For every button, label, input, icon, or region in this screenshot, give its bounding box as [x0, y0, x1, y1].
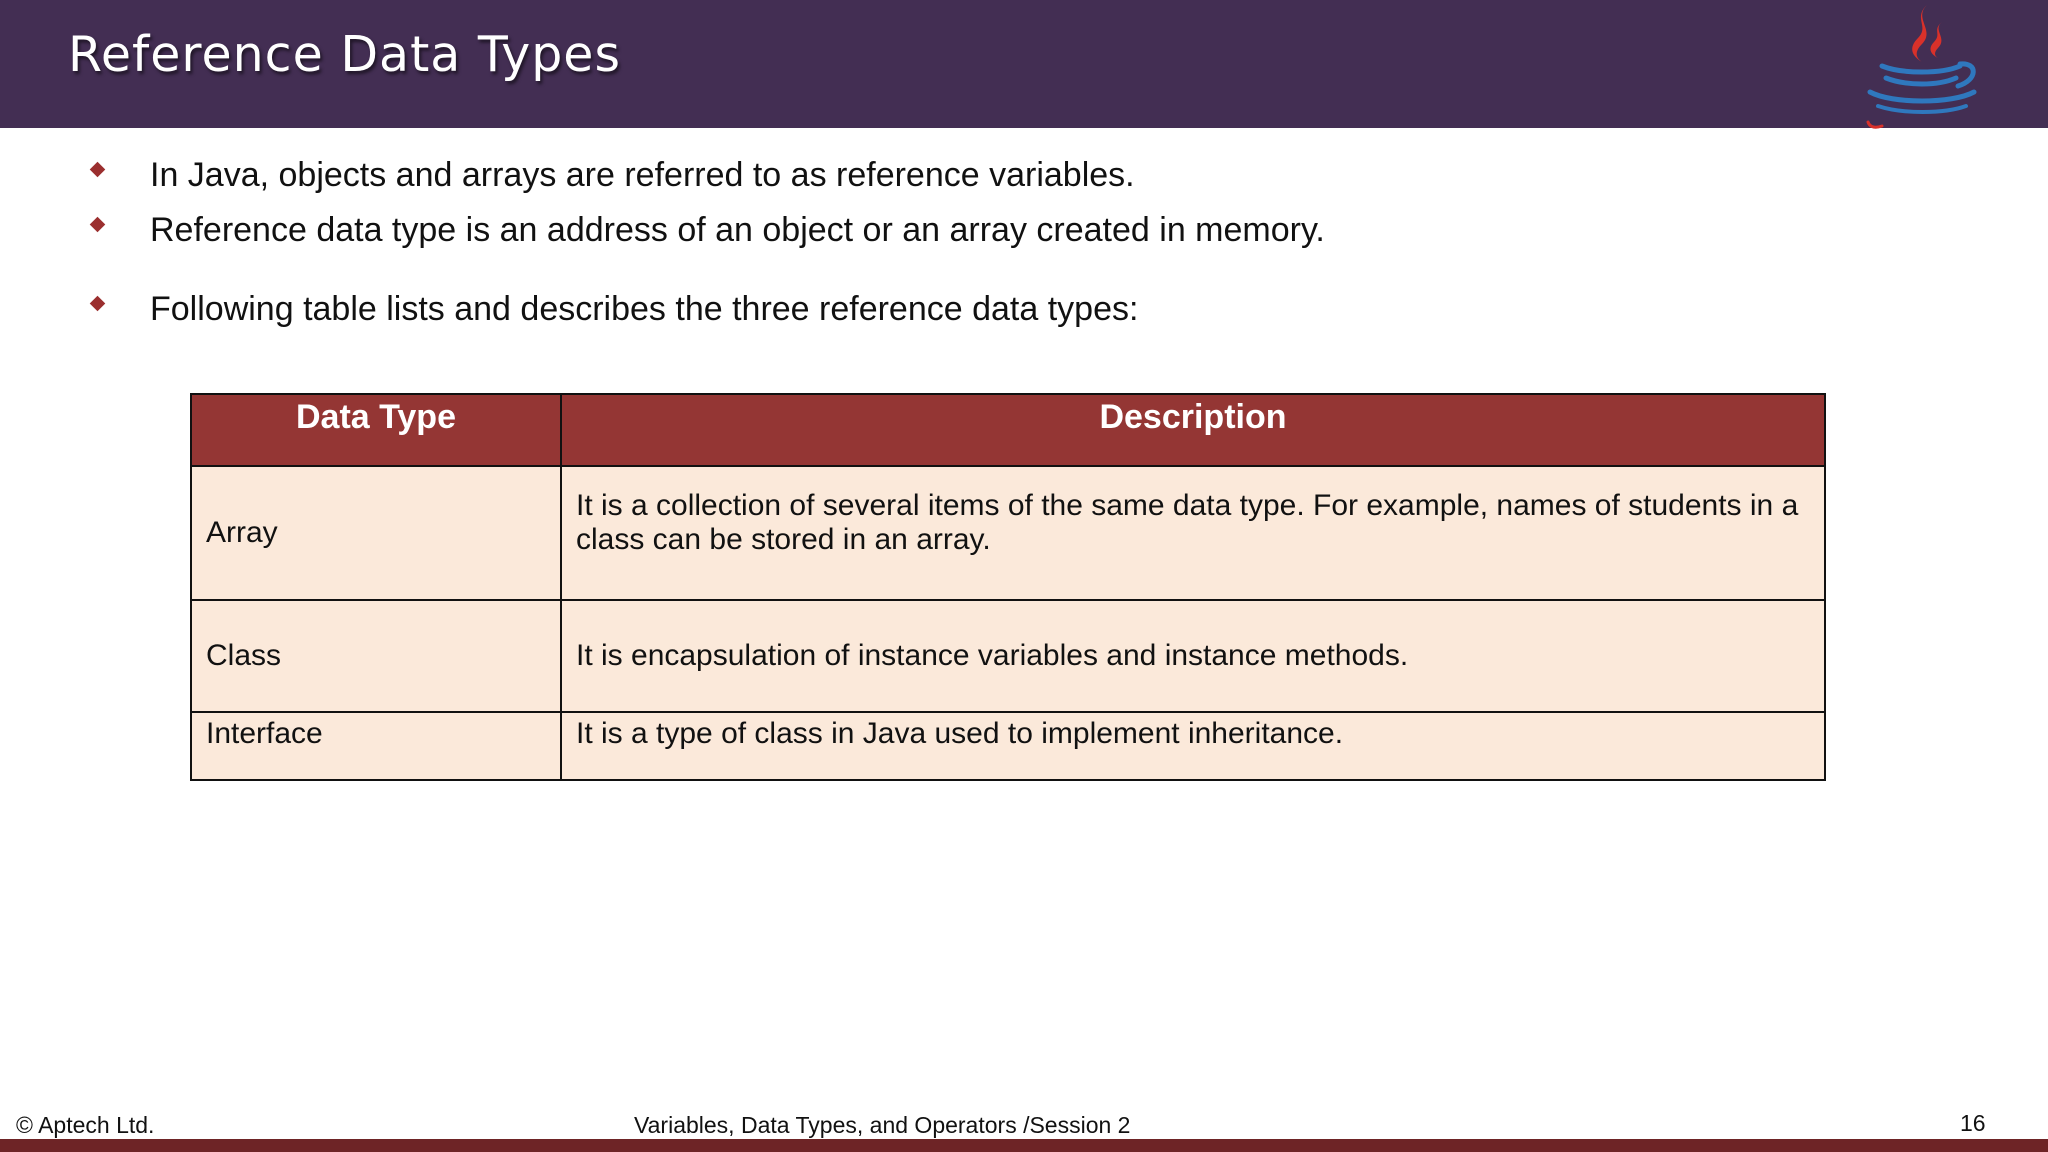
table-header-description: Description: [561, 394, 1825, 466]
java-logo-icon: [1852, 0, 1982, 130]
footer-bar: [0, 1139, 2048, 1152]
bullet-text: Following table lists and describes the three reference data types:: [150, 290, 1139, 328]
footer-copyright: © Aptech Ltd.: [16, 1112, 155, 1138]
table-cell-description: It is a type of class in Java used to implement inheritance.: [561, 712, 1825, 780]
bullet-text: Reference data type is an address of an object or an array created in memory.: [150, 211, 1325, 249]
table-cell-description: It is a collection of several items of the same data type. For example, names of students in a class can be stored in an array.: [561, 466, 1825, 600]
table-cell-type: Array: [191, 466, 561, 600]
table-cell-type: Class: [191, 600, 561, 712]
bullet-text: In Java, objects and arrays are referred to as reference variables.: [150, 156, 1135, 194]
footer-session-title: Variables, Data Types, and Operators /Session 2: [634, 1112, 1131, 1138]
table-header-row: [191, 394, 1825, 466]
diamond-bullet-icon: [90, 217, 106, 233]
table-row: [191, 466, 1825, 600]
footer-page-number: 16: [1960, 1110, 1986, 1136]
table-row: [191, 600, 1825, 712]
table-row: [191, 712, 1825, 780]
reference-data-types-table: [190, 393, 1826, 781]
diamond-bullet-icon: [90, 162, 106, 178]
table-cell-type: Interface: [191, 712, 561, 780]
table-header-data-type: Data Type: [191, 394, 561, 466]
table-cell-description: It is encapsulation of instance variables and instance methods.: [561, 600, 1825, 712]
diamond-bullet-icon: [90, 296, 106, 312]
slide-title: Reference Data Types: [68, 26, 621, 83]
